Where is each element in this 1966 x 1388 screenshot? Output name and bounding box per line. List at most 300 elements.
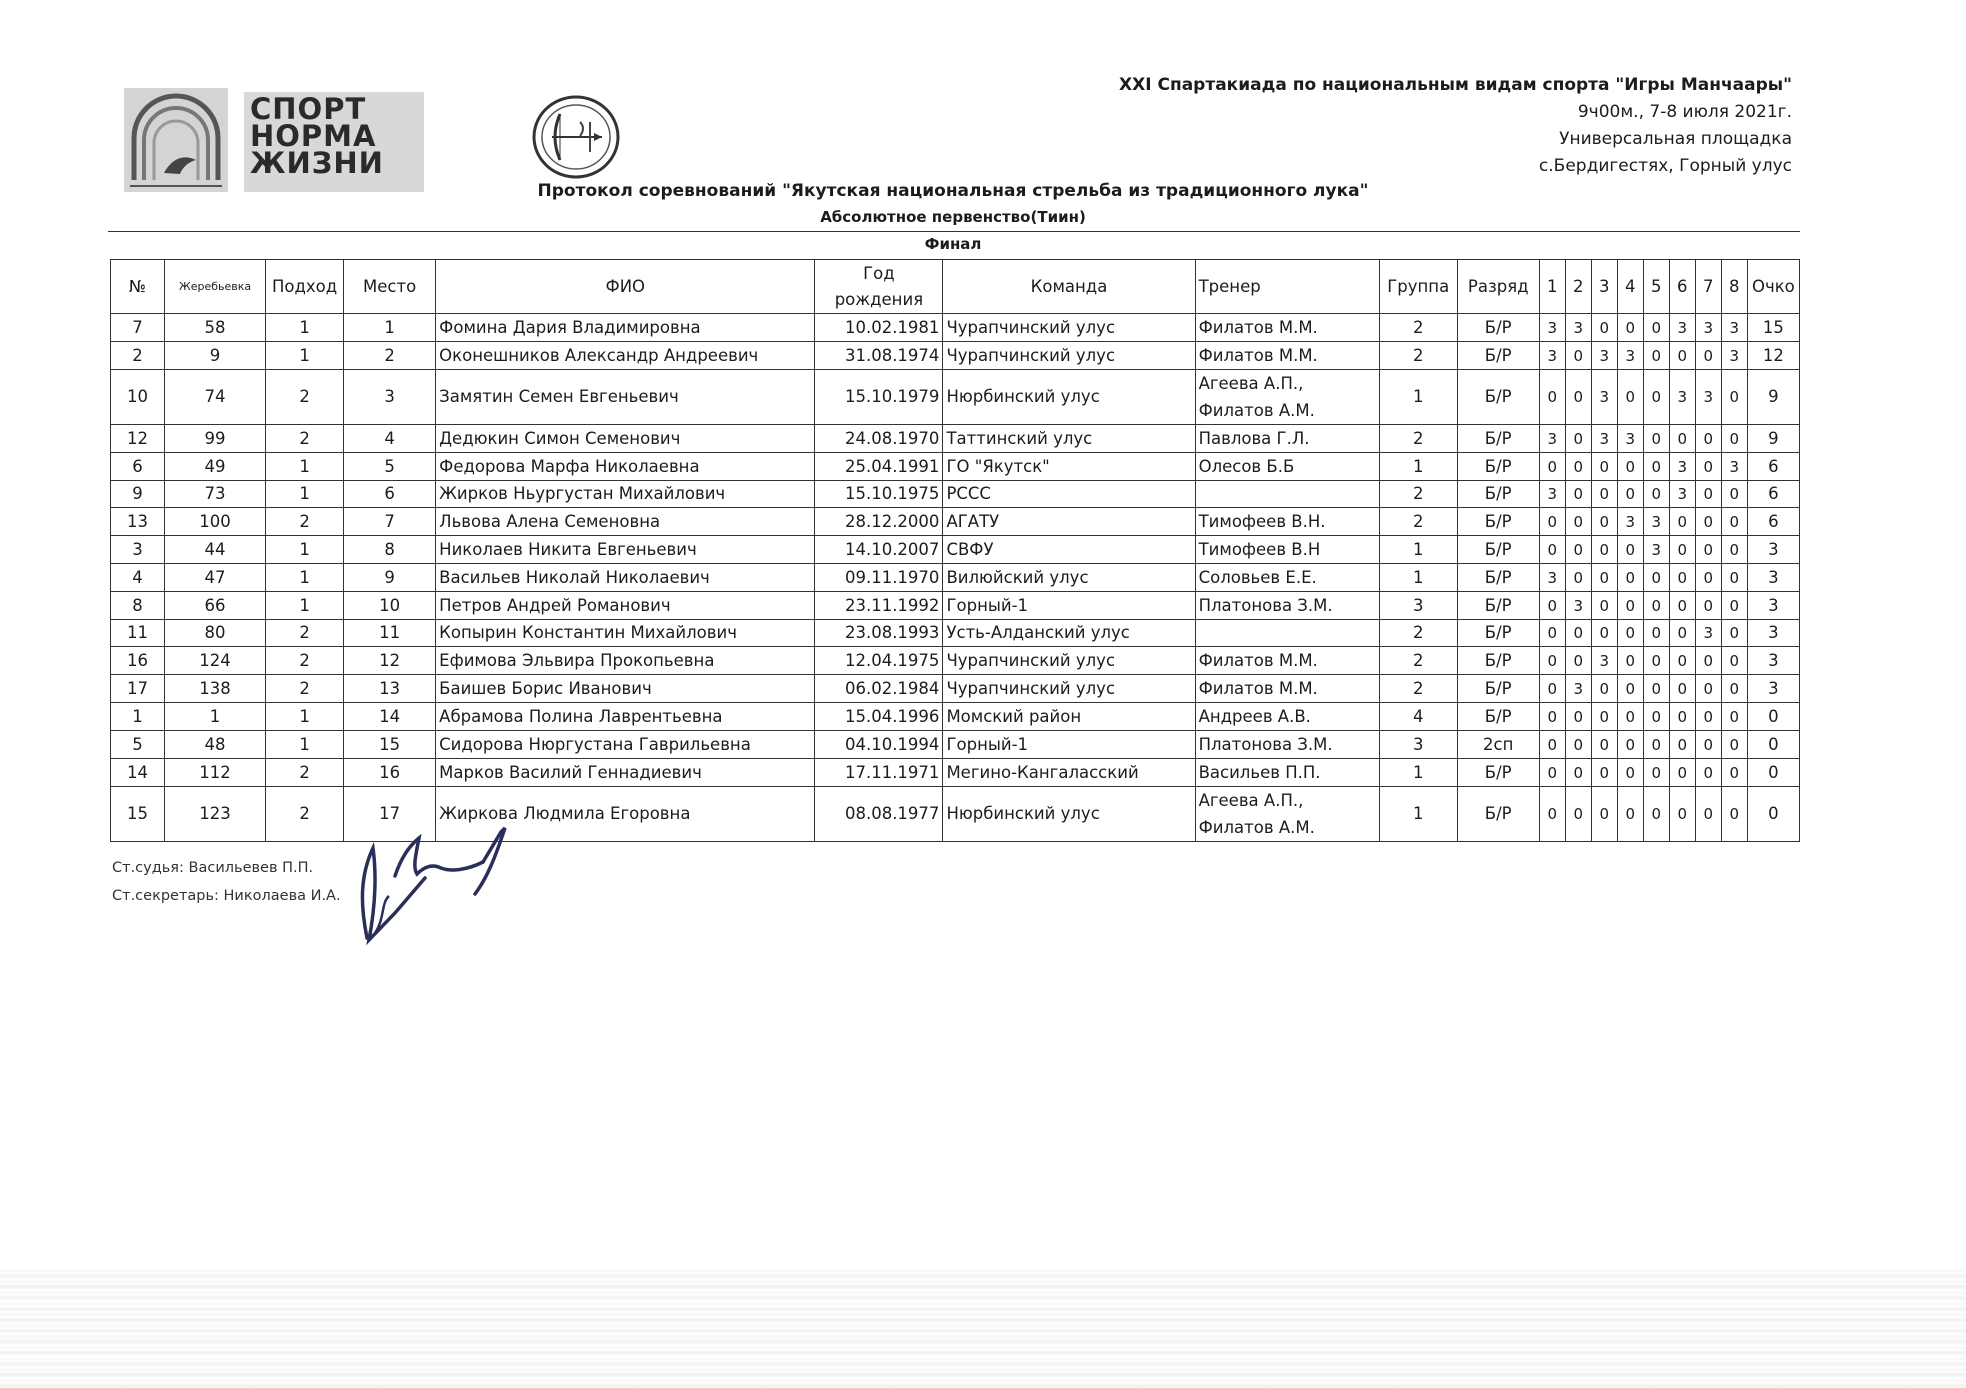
cell-approach: 2 bbox=[266, 370, 344, 425]
cell-shot-5: 0 bbox=[1643, 370, 1669, 425]
cell-shot-1: 3 bbox=[1539, 564, 1565, 592]
cell-total: 9 bbox=[1747, 370, 1799, 425]
cell-shot-4: 0 bbox=[1617, 564, 1643, 592]
cell-shot-3: 0 bbox=[1591, 703, 1617, 731]
cell-shot-6: 0 bbox=[1669, 564, 1695, 592]
cell-num: 6 bbox=[111, 453, 165, 481]
cell-birth: 04.10.1994 bbox=[815, 731, 943, 759]
event-venue: Универсальная площадка bbox=[1559, 129, 1792, 149]
table-row bbox=[111, 731, 1800, 759]
cell-total: 12 bbox=[1747, 342, 1799, 370]
col-draw: Жеребьевка bbox=[165, 260, 266, 314]
col-shot-6: 6 bbox=[1669, 260, 1695, 314]
cell-place: 9 bbox=[344, 564, 436, 592]
cell-rank: Б/Р bbox=[1457, 675, 1539, 703]
cell-shot-2: 0 bbox=[1565, 564, 1591, 592]
cell-birth: 12.04.1975 bbox=[815, 647, 943, 675]
cell-group: 2 bbox=[1379, 314, 1457, 342]
cell-coach: Васильев П.П. bbox=[1195, 759, 1379, 787]
cell-approach: 1 bbox=[266, 453, 344, 481]
cell-rank: 2сп bbox=[1457, 731, 1539, 759]
cell-shot-2: 3 bbox=[1565, 675, 1591, 703]
table-row bbox=[111, 342, 1800, 370]
cell-total: 3 bbox=[1747, 536, 1799, 564]
cell-total: 0 bbox=[1747, 703, 1799, 731]
cell-num: 17 bbox=[111, 675, 165, 703]
cell-shot-6: 0 bbox=[1669, 536, 1695, 564]
cell-num: 7 bbox=[111, 314, 165, 342]
cell-shot-8: 0 bbox=[1721, 620, 1747, 647]
signature-icon bbox=[355, 818, 575, 948]
cell-shot-3: 0 bbox=[1591, 787, 1617, 842]
cell-shot-5: 0 bbox=[1643, 647, 1669, 675]
cell-shot-7: 0 bbox=[1695, 564, 1721, 592]
cell-coach: Платонова З.М. bbox=[1195, 592, 1379, 620]
cell-shot-1: 3 bbox=[1539, 481, 1565, 508]
col-birth: Год рождения bbox=[815, 260, 943, 314]
cell-num: 13 bbox=[111, 508, 165, 536]
cell-shot-8: 0 bbox=[1721, 592, 1747, 620]
cell-coach bbox=[1195, 620, 1379, 647]
officials bbox=[112, 854, 341, 910]
cell-shot-8: 0 bbox=[1721, 508, 1747, 536]
cell-rank: Б/Р bbox=[1457, 536, 1539, 564]
cell-group: 1 bbox=[1379, 453, 1457, 481]
cell-birth: 23.08.1993 bbox=[815, 620, 943, 647]
cell-total: 6 bbox=[1747, 453, 1799, 481]
cell-shot-1: 3 bbox=[1539, 342, 1565, 370]
cell-total: 15 bbox=[1747, 314, 1799, 342]
title-divider bbox=[108, 231, 1800, 232]
cell-num: 2 bbox=[111, 342, 165, 370]
cell-draw: 66 bbox=[165, 592, 266, 620]
cell-shot-7: 0 bbox=[1695, 508, 1721, 536]
cell-fio: Оконешников Александр Андреевич bbox=[436, 342, 815, 370]
cell-shot-4: 0 bbox=[1617, 592, 1643, 620]
cell-shot-5: 0 bbox=[1643, 453, 1669, 481]
cell-shot-4: 3 bbox=[1617, 342, 1643, 370]
cell-rank: Б/Р bbox=[1457, 564, 1539, 592]
cell-num: 14 bbox=[111, 759, 165, 787]
cell-team: Чурапчинский улус bbox=[943, 647, 1195, 675]
cell-shot-1: 0 bbox=[1539, 592, 1565, 620]
cell-birth: 14.10.2007 bbox=[815, 536, 943, 564]
cell-team: Момский район bbox=[943, 703, 1195, 731]
cell-draw: 58 bbox=[165, 314, 266, 342]
cell-coach: Соловьев Е.Е. bbox=[1195, 564, 1379, 592]
cell-rank: Б/Р bbox=[1457, 453, 1539, 481]
cell-shot-2: 0 bbox=[1565, 647, 1591, 675]
scan-noise bbox=[0, 1268, 1966, 1388]
cell-shot-6: 0 bbox=[1669, 647, 1695, 675]
cell-coach: Тимофеев В.Н. bbox=[1195, 508, 1379, 536]
cell-shot-7: 0 bbox=[1695, 342, 1721, 370]
cell-shot-5: 0 bbox=[1643, 342, 1669, 370]
cell-shot-8: 0 bbox=[1721, 787, 1747, 842]
cell-num: 1 bbox=[111, 703, 165, 731]
cell-draw: 47 bbox=[165, 564, 266, 592]
cell-fio: Копырин Константин Михайлович bbox=[436, 620, 815, 647]
cell-total: 0 bbox=[1747, 731, 1799, 759]
cell-place: 15 bbox=[344, 731, 436, 759]
cell-shot-1: 0 bbox=[1539, 703, 1565, 731]
col-shot-1: 1 bbox=[1539, 260, 1565, 314]
cell-group: 1 bbox=[1379, 787, 1457, 842]
cell-shot-1: 3 bbox=[1539, 425, 1565, 453]
cell-fio: Замятин Семен Евгеньевич bbox=[436, 370, 815, 425]
cell-birth: 15.10.1979 bbox=[815, 370, 943, 425]
cell-fio: Абрамова Полина Лаврентьевна bbox=[436, 703, 815, 731]
cell-shot-6: 3 bbox=[1669, 370, 1695, 425]
cell-shot-5: 0 bbox=[1643, 425, 1669, 453]
cell-shot-3: 3 bbox=[1591, 370, 1617, 425]
cell-approach: 2 bbox=[266, 425, 344, 453]
table-row bbox=[111, 453, 1800, 481]
cell-place: 13 bbox=[344, 675, 436, 703]
archery-federation-seal-icon bbox=[530, 92, 622, 182]
cell-approach: 2 bbox=[266, 647, 344, 675]
cell-shot-4: 0 bbox=[1617, 675, 1643, 703]
cell-group: 3 bbox=[1379, 592, 1457, 620]
cell-approach: 1 bbox=[266, 342, 344, 370]
cell-shot-7: 3 bbox=[1695, 314, 1721, 342]
table-row bbox=[111, 425, 1800, 453]
cell-fio: Федорова Марфа Николаевна bbox=[436, 453, 815, 481]
table-row bbox=[111, 508, 1800, 536]
cell-group: 2 bbox=[1379, 675, 1457, 703]
cell-shot-5: 0 bbox=[1643, 592, 1669, 620]
cell-shot-8: 0 bbox=[1721, 370, 1747, 425]
cell-total: 6 bbox=[1747, 508, 1799, 536]
cell-shot-3: 3 bbox=[1591, 647, 1617, 675]
cell-shot-4: 3 bbox=[1617, 425, 1643, 453]
col-num: № bbox=[111, 260, 165, 314]
cell-shot-8: 3 bbox=[1721, 342, 1747, 370]
cell-shot-5: 0 bbox=[1643, 703, 1669, 731]
cell-draw: 123 bbox=[165, 787, 266, 842]
cell-shot-7: 3 bbox=[1695, 370, 1721, 425]
cell-draw: 112 bbox=[165, 759, 266, 787]
cell-birth: 28.12.2000 bbox=[815, 508, 943, 536]
cell-rank: Б/Р bbox=[1457, 759, 1539, 787]
cell-team: РССС bbox=[943, 481, 1195, 508]
cell-coach: Павлова Г.Л. bbox=[1195, 425, 1379, 453]
cell-group: 4 bbox=[1379, 703, 1457, 731]
cell-shot-7: 0 bbox=[1695, 675, 1721, 703]
cell-rank: Б/Р bbox=[1457, 314, 1539, 342]
cell-rank: Б/Р bbox=[1457, 787, 1539, 842]
cell-shot-6: 0 bbox=[1669, 592, 1695, 620]
cell-approach: 2 bbox=[266, 675, 344, 703]
cell-rank: Б/Р bbox=[1457, 370, 1539, 425]
cell-draw: 99 bbox=[165, 425, 266, 453]
cell-shot-5: 0 bbox=[1643, 731, 1669, 759]
cell-shot-3: 3 bbox=[1591, 342, 1617, 370]
table-row bbox=[111, 481, 1800, 508]
cell-shot-4: 0 bbox=[1617, 370, 1643, 425]
event-time: 9ч00м., 7-8 июля 2021г. bbox=[1577, 102, 1792, 122]
cell-group: 1 bbox=[1379, 564, 1457, 592]
cell-shot-7: 3 bbox=[1695, 620, 1721, 647]
cell-group: 1 bbox=[1379, 536, 1457, 564]
cell-total: 3 bbox=[1747, 592, 1799, 620]
cell-shot-4: 0 bbox=[1617, 703, 1643, 731]
cell-shot-2: 0 bbox=[1565, 759, 1591, 787]
cell-fio: Петров Андрей Романович bbox=[436, 592, 815, 620]
cell-shot-7: 0 bbox=[1695, 536, 1721, 564]
cell-team: ГО "Якутск" bbox=[943, 453, 1195, 481]
cell-fio: Фомина Дария Владимировна bbox=[436, 314, 815, 342]
chief-judge: Ст.судья: Васильевев П.П. bbox=[112, 860, 314, 876]
cell-shot-2: 3 bbox=[1565, 592, 1591, 620]
logo-line-1: СПОРТ bbox=[250, 92, 367, 126]
cell-draw: 100 bbox=[165, 508, 266, 536]
cell-shot-1: 0 bbox=[1539, 453, 1565, 481]
cell-shot-6: 3 bbox=[1669, 453, 1695, 481]
cell-fio: Сидорова Нюргустана Гаврильевна bbox=[436, 731, 815, 759]
cell-shot-2: 0 bbox=[1565, 370, 1591, 425]
cell-shot-2: 0 bbox=[1565, 620, 1591, 647]
cell-shot-3: 0 bbox=[1591, 592, 1617, 620]
cell-shot-7: 0 bbox=[1695, 481, 1721, 508]
cell-shot-4: 0 bbox=[1617, 731, 1643, 759]
cell-shot-4: 0 bbox=[1617, 314, 1643, 342]
cell-shot-1: 0 bbox=[1539, 536, 1565, 564]
table-header-row bbox=[111, 260, 1800, 314]
cell-birth: 06.02.1984 bbox=[815, 675, 943, 703]
cell-place: 5 bbox=[344, 453, 436, 481]
cell-num: 5 bbox=[111, 731, 165, 759]
cell-shot-5: 3 bbox=[1643, 536, 1669, 564]
sport-norma-zhizni-logo bbox=[244, 92, 424, 192]
cell-fio: Баишев Борис Иванович bbox=[436, 675, 815, 703]
cell-birth: 10.02.1981 bbox=[815, 314, 943, 342]
cell-shot-3: 0 bbox=[1591, 481, 1617, 508]
cell-shot-7: 0 bbox=[1695, 453, 1721, 481]
cell-team: Чурапчинский улус bbox=[943, 314, 1195, 342]
cell-shot-2: 0 bbox=[1565, 787, 1591, 842]
cell-team: Мегино-Кангаласский bbox=[943, 759, 1195, 787]
cell-place: 4 bbox=[344, 425, 436, 453]
cell-shot-1: 0 bbox=[1539, 620, 1565, 647]
cell-shot-4: 0 bbox=[1617, 787, 1643, 842]
cell-num: 15 bbox=[111, 787, 165, 842]
cell-shot-1: 0 bbox=[1539, 647, 1565, 675]
cell-shot-7: 0 bbox=[1695, 647, 1721, 675]
table-row bbox=[111, 620, 1800, 647]
cell-shot-7: 0 bbox=[1695, 592, 1721, 620]
cell-num: 10 bbox=[111, 370, 165, 425]
cell-shot-2: 3 bbox=[1565, 314, 1591, 342]
cell-shot-2: 0 bbox=[1565, 342, 1591, 370]
cell-rank: Б/Р bbox=[1457, 620, 1539, 647]
cell-rank: Б/Р bbox=[1457, 592, 1539, 620]
cell-team: Нюрбинский улус bbox=[943, 370, 1195, 425]
cell-coach: Платонова З.М. bbox=[1195, 731, 1379, 759]
cell-rank: Б/Р bbox=[1457, 647, 1539, 675]
col-group: Группа bbox=[1379, 260, 1457, 314]
cell-approach: 1 bbox=[266, 536, 344, 564]
cell-birth: 09.11.1970 bbox=[815, 564, 943, 592]
cell-fio: Жиркова Людмила Егоровна bbox=[436, 787, 815, 842]
sport-logo bbox=[124, 88, 424, 192]
cell-rank: Б/Р bbox=[1457, 508, 1539, 536]
event-title: XXI Спартакиада по национальным видам спорта "Игры Манчаары" bbox=[1119, 75, 1792, 95]
cell-place: 12 bbox=[344, 647, 436, 675]
cell-num: 16 bbox=[111, 647, 165, 675]
cell-draw: 73 bbox=[165, 481, 266, 508]
cell-birth: 24.08.1970 bbox=[815, 425, 943, 453]
manchaary-emblem-icon bbox=[124, 88, 228, 192]
cell-num: 4 bbox=[111, 564, 165, 592]
cell-group: 3 bbox=[1379, 731, 1457, 759]
cell-place: 7 bbox=[344, 508, 436, 536]
cell-place: 8 bbox=[344, 536, 436, 564]
cell-fio: Львова Алена Семеновна bbox=[436, 508, 815, 536]
cell-draw: 44 bbox=[165, 536, 266, 564]
col-approach: Подход bbox=[266, 260, 344, 314]
cell-approach: 2 bbox=[266, 787, 344, 842]
cell-shot-4: 0 bbox=[1617, 481, 1643, 508]
cell-shot-6: 0 bbox=[1669, 675, 1695, 703]
cell-coach: Агеева А.П., Филатов А.М. bbox=[1195, 787, 1379, 842]
cell-coach: Олесов Б.Б bbox=[1195, 453, 1379, 481]
cell-team: Вилюйский улус bbox=[943, 564, 1195, 592]
cell-shot-2: 0 bbox=[1565, 453, 1591, 481]
cell-shot-8: 3 bbox=[1721, 453, 1747, 481]
col-shot-4: 4 bbox=[1617, 260, 1643, 314]
table-row bbox=[111, 370, 1800, 425]
cell-rank: Б/Р bbox=[1457, 425, 1539, 453]
table-row bbox=[111, 314, 1800, 342]
cell-shot-3: 0 bbox=[1591, 508, 1617, 536]
cell-approach: 1 bbox=[266, 703, 344, 731]
table-row bbox=[111, 536, 1800, 564]
cell-place: 11 bbox=[344, 620, 436, 647]
cell-shot-8: 0 bbox=[1721, 481, 1747, 508]
cell-num: 3 bbox=[111, 536, 165, 564]
cell-shot-5: 0 bbox=[1643, 675, 1669, 703]
cell-birth: 15.04.1996 bbox=[815, 703, 943, 731]
cell-shot-3: 0 bbox=[1591, 314, 1617, 342]
cell-shot-3: 0 bbox=[1591, 564, 1617, 592]
cell-shot-2: 0 bbox=[1565, 536, 1591, 564]
protocol-title: Протокол соревнований "Якутская национальная стрельба из традиционного лука" bbox=[537, 181, 1369, 201]
cell-approach: 2 bbox=[266, 759, 344, 787]
cell-shot-8: 0 bbox=[1721, 564, 1747, 592]
table-row bbox=[111, 703, 1800, 731]
cell-birth: 31.08.1974 bbox=[815, 342, 943, 370]
cell-draw: 48 bbox=[165, 731, 266, 759]
cell-draw: 124 bbox=[165, 647, 266, 675]
cell-shot-4: 3 bbox=[1617, 508, 1643, 536]
cell-shot-8: 0 bbox=[1721, 536, 1747, 564]
cell-shot-8: 0 bbox=[1721, 647, 1747, 675]
cell-coach bbox=[1195, 481, 1379, 508]
cell-shot-8: 0 bbox=[1721, 703, 1747, 731]
cell-approach: 1 bbox=[266, 731, 344, 759]
cell-shot-5: 0 bbox=[1643, 481, 1669, 508]
cell-birth: 25.04.1991 bbox=[815, 453, 943, 481]
protocol-subtitle: Абсолютное первенство(Тиин) bbox=[820, 208, 1086, 226]
cell-team: Нюрбинский улус bbox=[943, 787, 1195, 842]
col-place: Место bbox=[344, 260, 436, 314]
results-body bbox=[111, 314, 1800, 842]
cell-approach: 2 bbox=[266, 620, 344, 647]
cell-shot-8: 0 bbox=[1721, 675, 1747, 703]
cell-shot-4: 0 bbox=[1617, 536, 1643, 564]
cell-shot-2: 0 bbox=[1565, 508, 1591, 536]
col-team: Команда bbox=[943, 260, 1195, 314]
cell-shot-1: 0 bbox=[1539, 675, 1565, 703]
cell-coach: Филатов М.М. bbox=[1195, 314, 1379, 342]
cell-group: 2 bbox=[1379, 647, 1457, 675]
cell-shot-8: 3 bbox=[1721, 314, 1747, 342]
cell-total: 3 bbox=[1747, 564, 1799, 592]
cell-fio: Дедюкин Симон Семенович bbox=[436, 425, 815, 453]
cell-draw: 80 bbox=[165, 620, 266, 647]
cell-approach: 1 bbox=[266, 592, 344, 620]
cell-draw: 74 bbox=[165, 370, 266, 425]
logo-line-2: НОРМА bbox=[250, 119, 377, 153]
col-coach: Тренер bbox=[1195, 260, 1379, 314]
cell-shot-6: 0 bbox=[1669, 759, 1695, 787]
cell-shot-6: 0 bbox=[1669, 425, 1695, 453]
cell-birth: 08.08.1977 bbox=[815, 787, 943, 842]
cell-birth: 15.10.1975 bbox=[815, 481, 943, 508]
cell-coach: Агеева А.П., Филатов А.М. bbox=[1195, 370, 1379, 425]
cell-place: 10 bbox=[344, 592, 436, 620]
cell-num: 8 bbox=[111, 592, 165, 620]
cell-shot-4: 0 bbox=[1617, 647, 1643, 675]
table-row bbox=[111, 675, 1800, 703]
cell-draw: 49 bbox=[165, 453, 266, 481]
cell-team: Горный-1 bbox=[943, 592, 1195, 620]
cell-shot-5: 0 bbox=[1643, 314, 1669, 342]
cell-place: 3 bbox=[344, 370, 436, 425]
cell-shot-5: 0 bbox=[1643, 759, 1669, 787]
cell-shot-3: 0 bbox=[1591, 675, 1617, 703]
cell-group: 1 bbox=[1379, 370, 1457, 425]
cell-team: Чурапчинский улус bbox=[943, 675, 1195, 703]
cell-shot-3: 0 bbox=[1591, 759, 1617, 787]
col-shot-3: 3 bbox=[1591, 260, 1617, 314]
chief-secretary: Ст.секретарь: Николаева И.А. bbox=[112, 888, 341, 904]
col-shot-7: 7 bbox=[1695, 260, 1721, 314]
cell-shot-4: 0 bbox=[1617, 620, 1643, 647]
cell-draw: 9 bbox=[165, 342, 266, 370]
cell-total: 6 bbox=[1747, 481, 1799, 508]
cell-shot-6: 0 bbox=[1669, 620, 1695, 647]
col-shot-8: 8 bbox=[1721, 260, 1747, 314]
cell-total: 3 bbox=[1747, 647, 1799, 675]
cell-group: 2 bbox=[1379, 620, 1457, 647]
cell-rank: Б/Р bbox=[1457, 481, 1539, 508]
cell-team: Усть-Алданский улус bbox=[943, 620, 1195, 647]
results-table bbox=[110, 259, 1800, 842]
cell-shot-6: 3 bbox=[1669, 314, 1695, 342]
cell-shot-7: 0 bbox=[1695, 759, 1721, 787]
cell-group: 2 bbox=[1379, 508, 1457, 536]
cell-place: 6 bbox=[344, 481, 436, 508]
cell-shot-5: 0 bbox=[1643, 620, 1669, 647]
event-info bbox=[1032, 72, 1792, 180]
cell-place: 14 bbox=[344, 703, 436, 731]
cell-group: 1 bbox=[1379, 759, 1457, 787]
cell-shot-2: 0 bbox=[1565, 731, 1591, 759]
cell-coach: Филатов М.М. bbox=[1195, 342, 1379, 370]
col-rank: Разряд bbox=[1457, 260, 1539, 314]
